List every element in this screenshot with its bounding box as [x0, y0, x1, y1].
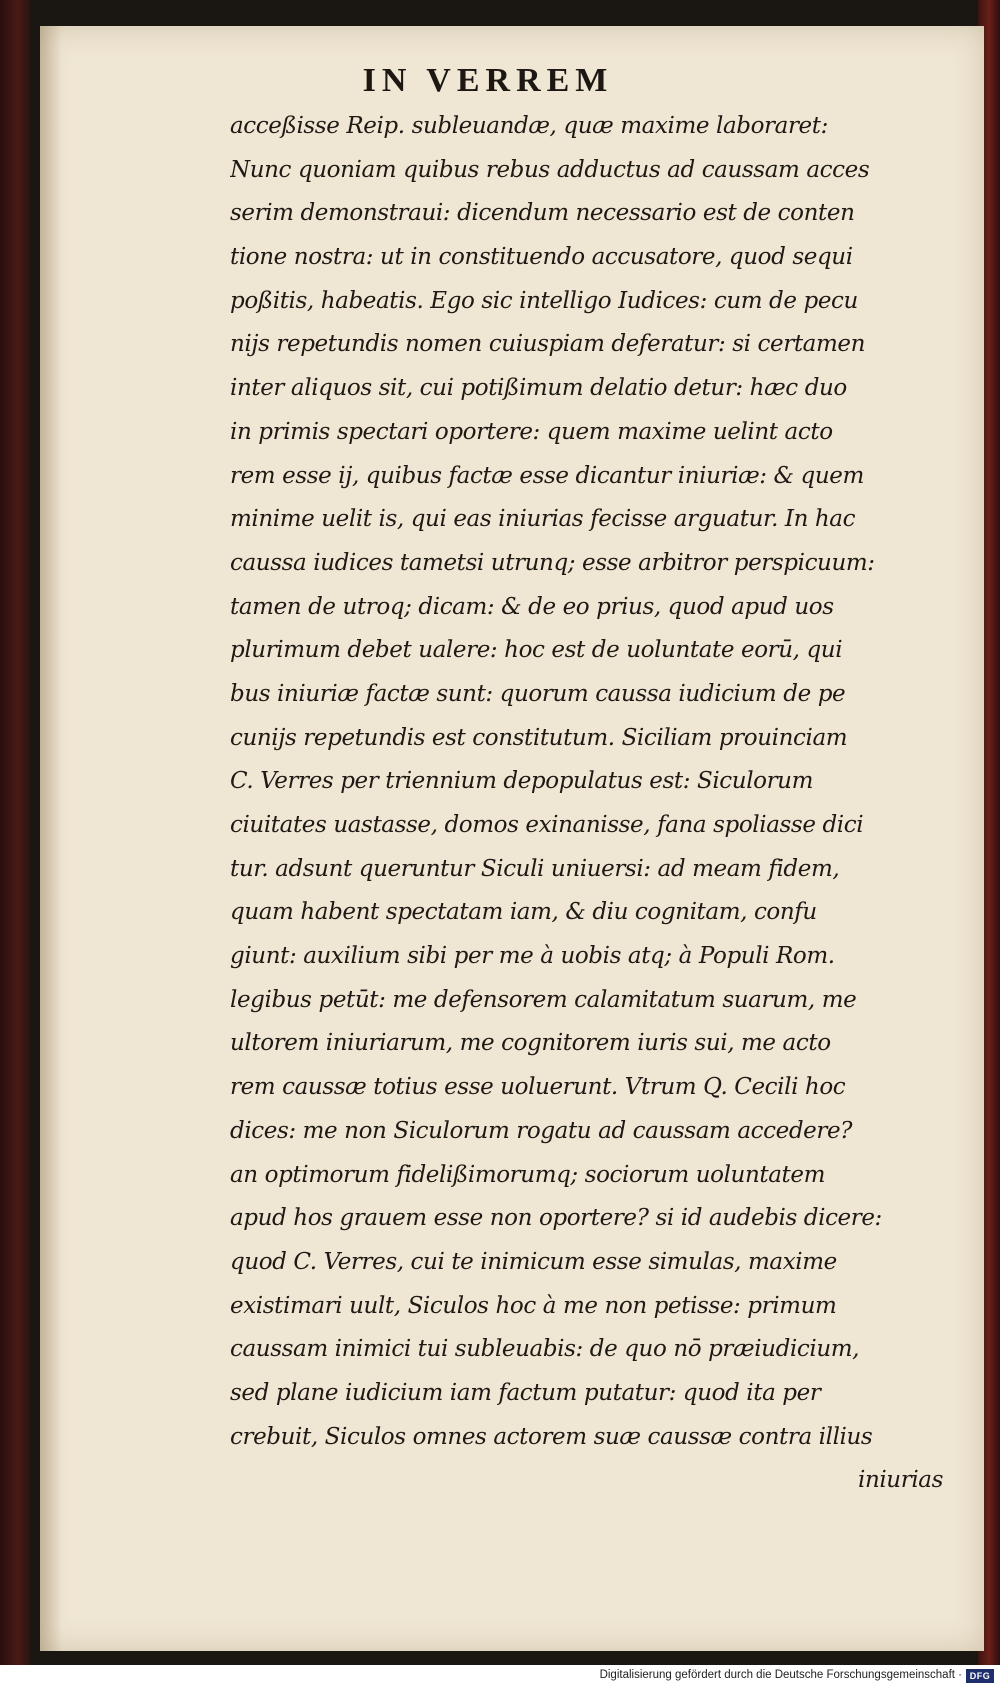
book-cover-left-edge — [0, 0, 30, 1665]
text-line: bus iniuriæ factæ sunt: quorum caussa iudicium de pe — [230, 680, 846, 707]
text-line: giunt: auxilium sibi per me à uobis atq; à Populi Rom. — [230, 943, 835, 970]
text-line: in primis spectari oportere: quem maxime uelint acto — [230, 418, 833, 445]
text-line: caussam inimici tui subleuabis: de quo nō præiudicium, — [230, 1336, 860, 1363]
text-line: apud hos grauem esse non oportere? si id audebis dicere: — [230, 1205, 882, 1232]
text-line: tione nostra: ut in constituendo accusatore, quod sequi — [230, 244, 853, 271]
text-line: nijs repetundis nomen cuiuspiam deferatur: si certamen — [230, 331, 866, 358]
text-line: plurimum debet ualere: hoc est de uoluntate eorū, qui — [230, 637, 843, 664]
text-line: caussa iudices tametsi utrunq; esse arbitror perspicuum: — [230, 549, 875, 576]
footer-credit: Digitalisierung gefördert durch die Deutsche Forschungsgemeinschaft · — [599, 1669, 962, 1681]
text-line: serim demonstraui: dicendum necessario est de conten — [230, 200, 855, 227]
text-line: quam habent spectatam iam, & diu cognitam, confu — [230, 899, 817, 926]
text-line: ultorem iniuriarum, me cognitorem iuris sui, me acto — [230, 1030, 831, 1057]
text-line: legibus petūt: me defensorem calamitatum suarum, me — [230, 986, 857, 1013]
text-line: dices: me non Siculorum rogatu ad caussam accedere? — [230, 1117, 853, 1144]
page-text-body — [230, 105, 965, 1503]
text-line: minime uelit is, qui eas iniurias fecisse arguatur. In hac — [230, 506, 856, 533]
text-line: rem esse ij, quibus factæ esse dicantur iniuriæ: & quem — [230, 462, 864, 489]
text-line: tur. adsunt queruntur Siculi uniuersi: ad meam fidem, — [230, 855, 840, 882]
text-line: an optimorum fidelißimorumq; sociorum uoluntatem — [230, 1161, 826, 1188]
text-line: crebuit, Siculos omnes actorem suæ caussæ contra illius — [230, 1423, 873, 1450]
text-line: Nunc quoniam quibus rebus adductus ad caussam acces — [230, 156, 870, 183]
dfg-logo: DFG — [966, 1669, 994, 1683]
text-line: existimari uult, Siculos hoc à me non petisse: primum — [230, 1292, 837, 1319]
digitization-footer — [0, 1665, 1000, 1687]
text-line: rem caussæ totius esse uoluerunt. Vtrum Q. Cecili hoc — [230, 1074, 846, 1101]
text-line: cunijs repetundis est constitutum. Siciliam prouinciam — [230, 724, 848, 751]
text-line: inter aliquos sit, cui potißimum delatio detur: hæc duo — [230, 375, 847, 402]
page-gutter-shadow — [40, 26, 62, 1651]
text-line: quod C. Verres, cui te inimicum esse simulas, maxime — [230, 1248, 837, 1275]
text-line: tamen de utroq; dicam: & de eo prius, quod apud uos — [230, 593, 834, 620]
text-line: sed plane iudicium iam factum putatur: quod ita per — [230, 1379, 821, 1406]
text-line: acceßisse Reip. subleuandæ, quæ maxime laboraret: — [230, 113, 828, 139]
text-line: ciuitates uastasse, domos exinanisse, fana spoliasse dici — [230, 812, 864, 838]
running-head: IN VERREM — [362, 62, 614, 99]
text-line: iniurias — [857, 1467, 943, 1494]
text-line: C. Verres per triennium depopulatus est: Siculorum — [230, 768, 814, 795]
text-line: poßitis, habeatis. Ego sic intelligo Iudices: cum de pecu — [230, 287, 858, 314]
